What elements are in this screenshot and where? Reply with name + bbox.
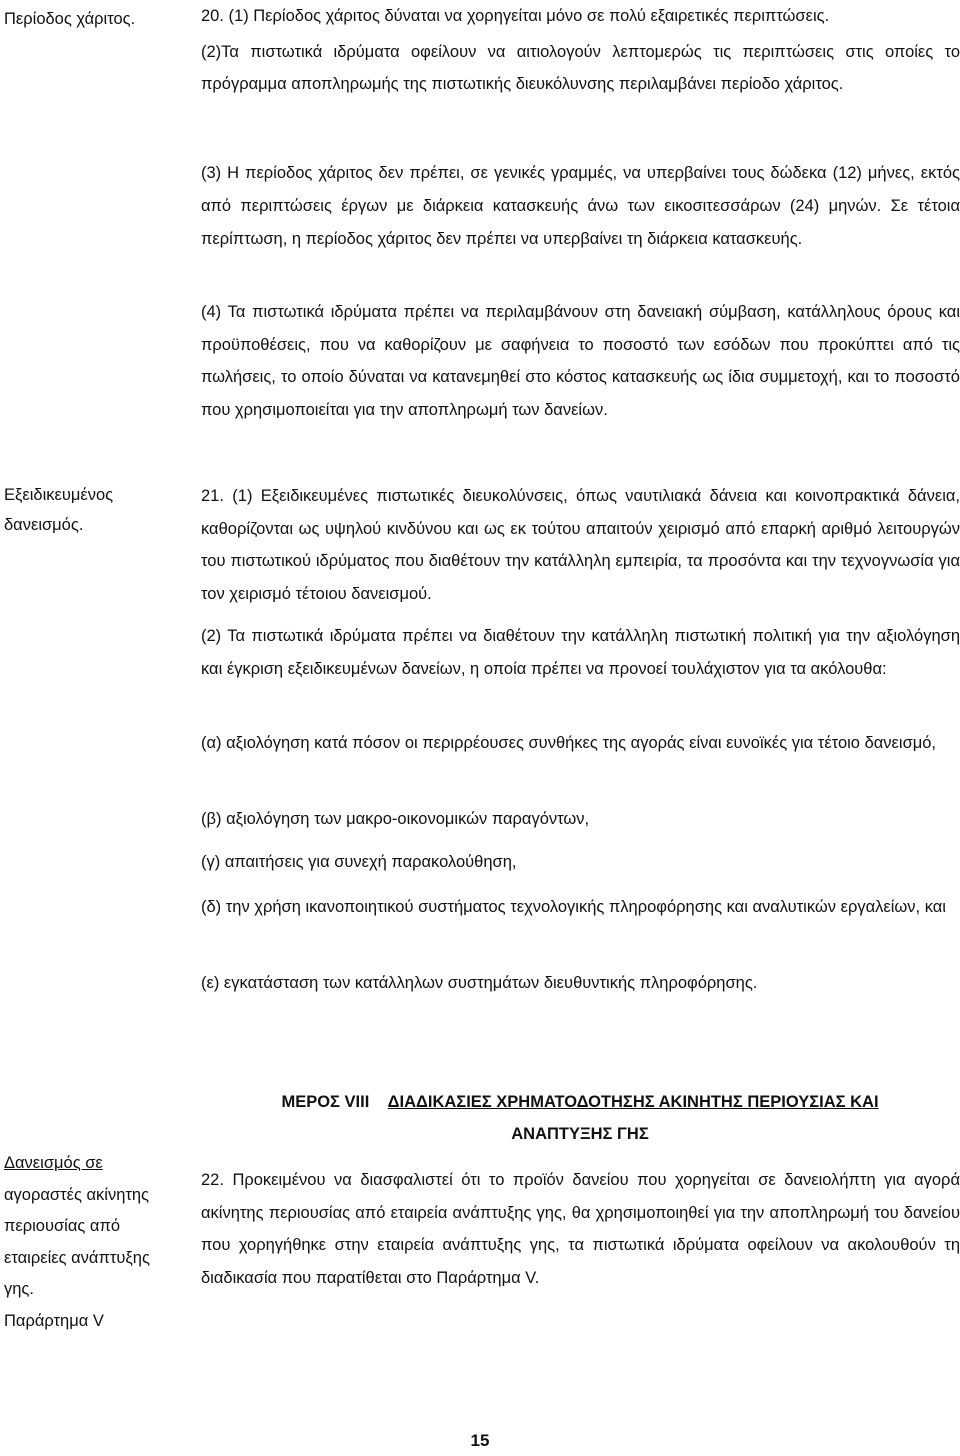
paragraph: (2) Τα πιστωτικά ιδρύματα πρέπει να διαθέτουν την κατάλληλη πιστωτική πολιτική για την αξιολόγηση και έγκριση εξειδικευμένων δανείων, η οποία πρέπει να προνοεί τουλάχιστον για τα ακόλουθα: xyxy=(201,627,960,678)
paragraph: (2)Τα πιστωτικά ιδρύματα οφείλουν να αιτιολογούν λεπτομερώς τις περιπτώσεις στις οποίες το πρόγραμμα αποπληρωμής της πιστωτικής διευκόλυνσης περιλαμβάνει περίοδο χάριτος. xyxy=(201,43,960,93)
section-21-para-2 xyxy=(201,620,960,686)
part-heading-line-2: ΑΝΑΠΤΥΞΗΣ ΓΗΣ xyxy=(511,1125,649,1143)
list-item: (δ) την χρήση ικανοποιητικού συστήματος τεχνολογικής πληροφόρησης και αναλυτικών εργαλείων, και xyxy=(201,898,946,916)
section-20-para-4 xyxy=(201,296,960,426)
section-21-item-c xyxy=(201,846,960,878)
list-item: (β) αξιολόγηση των μακρο-οικονομικών παραγόντων, xyxy=(201,810,590,828)
list-item: (ε) εγκατάσταση των κατάλληλων συστημάτων διευθυντικής πληροφόρησης. xyxy=(201,974,758,992)
margin-note-line: αγοραστές ακίνητης xyxy=(4,1185,150,1204)
margin-note-grace-text: Περίοδος χάριτος. xyxy=(4,10,136,28)
part-heading-title: ΔΙΑΔΙΚΑΣΙΕΣ ΧΡΗΜΑΤΟΔΟΤΗΣΗΣ ΑΚΙΝΗΤΗΣ ΠΕΡΙΟΥΣΙΑΣ ΚΑΙ xyxy=(387,1093,879,1111)
section-20-para-1 xyxy=(201,0,960,32)
part-heading-prefix: ΜΕΡΟΣ VIII xyxy=(281,1093,370,1111)
margin-note-land-development xyxy=(4,1148,184,1337)
section-21-para-1 xyxy=(201,480,960,610)
section-20-para-2 xyxy=(201,36,960,100)
margin-note-annex: Παράρτημα V xyxy=(4,1311,104,1330)
paragraph: 20. (1) Περίοδος χάριτος δύναται να χορηγείται μόνο σε πολύ εξαιρετικές περιπτώσεις. xyxy=(201,7,830,25)
part-heading-line-1 xyxy=(230,1086,930,1118)
margin-note-line: δανεισμός. xyxy=(4,516,84,534)
section-21-item-d xyxy=(201,891,960,923)
page-number: 15 xyxy=(470,1431,490,1450)
section-20-para-3 xyxy=(201,157,960,256)
margin-note-line: Δανεισμός σε xyxy=(4,1154,103,1172)
paragraph: 22. Προκειμένου να διασφαλιστεί ότι το προϊόν δανείου που χορηγείται σε δανειολήπτη για αγορά ακίνητης περιουσίας από εταιρεία ανάπτυξης γης, θα χρησιμοποιηθεί για την αποπληρωμή του δανείου που χορηγήθηκε στην εταιρεία ανάπτυξης γης, τα πιστωτικά ιδρύματα οφείλουν να ακολουθούν τη διαδικασία που παρατίθεται στο Παράρτημα V. xyxy=(201,1171,960,1287)
margin-note-grace-period xyxy=(4,4,184,34)
paragraph: 21. (1) Εξειδικευμένες πιστωτικές διευκολύνσεις, όπως ναυτιλιακά δάνεια και κοινοπρακτικά δάνεια, καθορίζονται ως υψηλού κινδύνου και ως εκ τούτου απαιτούν χειρισμό από επαρκή αριθμό λειτουργών του πιστωτικού ιδρύματος που διαθέτουν την κατάλληλη εμπειρία, τα προσόντα και την τεχνογνωσία για τον χειρισμό τέτοιου δανεισμού. xyxy=(201,487,960,603)
section-21-item-e xyxy=(201,967,960,999)
margin-note-line: περιουσίας από xyxy=(4,1217,121,1235)
section-22-para xyxy=(201,1164,960,1294)
margin-note-line: γης. xyxy=(4,1280,34,1298)
list-item: (γ) απαιτήσεις για συνεχή παρακολούθηση, xyxy=(201,853,517,871)
margin-note-line: Εξειδικευμένος xyxy=(4,486,114,504)
part-heading xyxy=(230,1086,930,1150)
section-21-item-a xyxy=(201,727,960,759)
section-21-item-b xyxy=(201,803,960,835)
margin-note-line: εταιρείες ανάπτυξης xyxy=(4,1248,150,1267)
paragraph: (4) Τα πιστωτικά ιδρύματα πρέπει να περιλαμβάνουν στη δανειακή σύμβαση, κατάλληλους όρους και προϋποθέσεις, που να καθορίζουν με σαφήνεια το ποσοστό των εσόδων που προκύπτει από τις πωλήσεις, το οποίο δύναται να κατανεμηθεί στο κόστος κατασκευής ως ίδια συμμετοχή, και το ποσοστό που χρησιμοποιείται για την αποπληρωμή των δανείων. xyxy=(201,303,960,419)
paragraph: (3) Η περίοδος χάριτος δεν πρέπει, σε γενικές γραμμές, να υπερβαίνει τους δώδεκα (12) μήνες, εκτός από περιπτώσεις έργων με διάρκεια κατασκευής άνω των εικοσιτεσσάρων (24) μηνών. Σε τέτοια περίπτωση, η περίοδος χάριτος δεν πρέπει να υπερβαίνει τη διάρκεια κατασκευής. xyxy=(201,164,960,248)
margin-note-specialized xyxy=(4,480,184,540)
list-item: (α) αξιολόγηση κατά πόσον οι περιρρέουσες συνθήκες της αγοράς είναι ευνοϊκές για τέτοιο δανεισμό, xyxy=(201,734,937,752)
